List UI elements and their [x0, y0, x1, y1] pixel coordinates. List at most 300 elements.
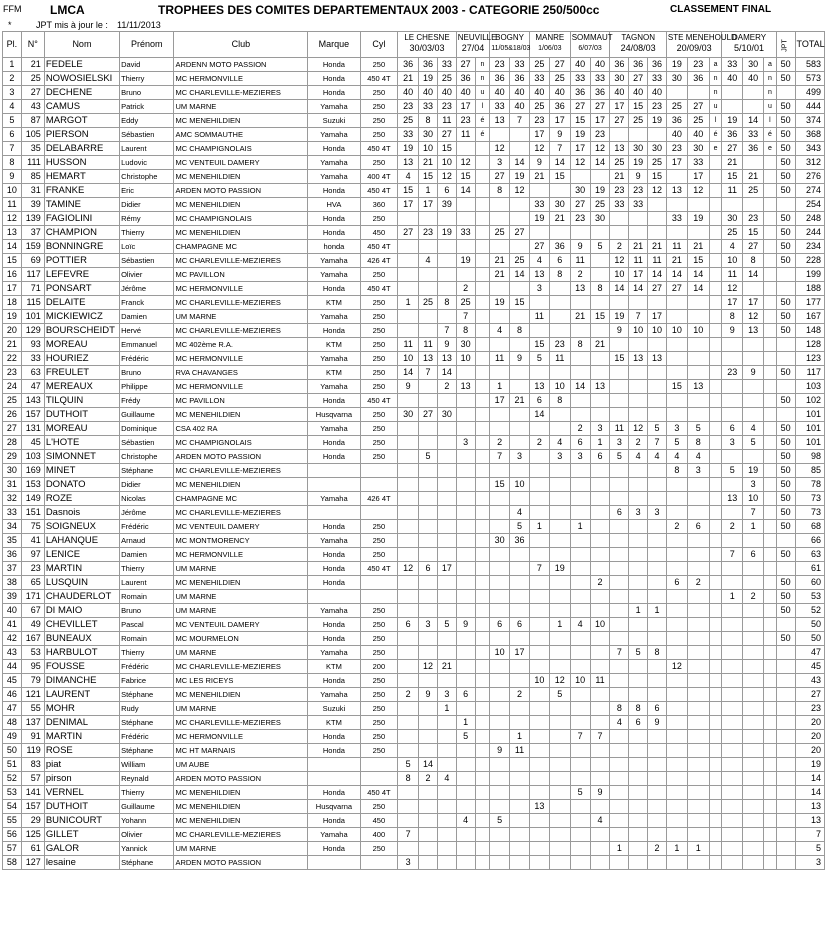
mark-cell — [764, 380, 777, 394]
points-cell — [648, 660, 667, 674]
brand-cell: Honda — [308, 450, 360, 464]
points-cell: 7 — [610, 646, 629, 660]
points-cell — [570, 478, 590, 492]
mark-cell — [764, 688, 777, 702]
points-cell — [666, 310, 687, 324]
points-cell — [490, 240, 510, 254]
points-cell: 1 — [743, 520, 764, 534]
points-cell: 5 — [570, 786, 590, 800]
points-cell — [419, 632, 438, 646]
points-cell — [610, 366, 629, 380]
club-cell: MC MENEHILDIEN — [174, 800, 308, 814]
points-cell: 40 — [590, 58, 610, 72]
points-cell: 21 — [437, 660, 456, 674]
points-cell: 5 — [743, 436, 764, 450]
mark-cell — [475, 674, 490, 688]
jpt-cell — [776, 660, 795, 674]
mark-cell — [475, 590, 490, 604]
lastname-cell: BUNICOURT — [44, 814, 119, 828]
points-cell: 40 — [510, 86, 530, 100]
jpt-cell: 50 — [776, 394, 795, 408]
points-cell: 11 — [456, 128, 475, 142]
points-cell: 21 — [398, 72, 419, 86]
points-cell — [437, 716, 456, 730]
points-cell: 14 — [743, 114, 764, 128]
mark-cell — [709, 842, 722, 856]
points-cell — [722, 86, 743, 100]
lastname-cell: POTTIER — [44, 254, 119, 268]
mark-cell — [764, 548, 777, 562]
points-cell — [419, 674, 438, 688]
cyl-cell: 250 — [360, 324, 398, 338]
points-cell — [648, 534, 667, 548]
points-cell — [456, 548, 475, 562]
brand-cell: Suzuki — [308, 114, 360, 128]
total-cell: 66 — [795, 534, 824, 548]
points-cell — [722, 688, 743, 702]
table-row — [3, 730, 825, 744]
points-cell: 2 — [629, 436, 648, 450]
club-cell: UM MARNE — [174, 310, 308, 324]
points-cell: 27 — [549, 58, 570, 72]
points-cell: 13 — [610, 142, 629, 156]
points-cell — [590, 464, 610, 478]
club-cell: MC PAVILLON — [174, 268, 308, 282]
event-bogny: BOGNY 11/05&18/03 — [490, 32, 530, 58]
firstname-cell: Olivier — [120, 268, 174, 282]
lastname-cell: MOHR — [44, 702, 119, 716]
mark-cell — [475, 716, 490, 730]
points-cell — [687, 394, 709, 408]
number-cell: 167 — [21, 632, 44, 646]
points-cell: 13 — [743, 324, 764, 338]
total-cell: 13 — [795, 800, 824, 814]
lastname-cell: DONATO — [44, 478, 119, 492]
points-cell — [722, 506, 743, 520]
points-cell — [419, 800, 438, 814]
points-cell — [666, 338, 687, 352]
mark-cell — [764, 744, 777, 758]
points-cell — [456, 856, 475, 870]
table-row — [3, 86, 825, 100]
total-cell: 244 — [795, 226, 824, 240]
points-cell: 10 — [687, 324, 709, 338]
points-cell — [687, 688, 709, 702]
points-cell — [510, 856, 530, 870]
points-cell: 21 — [722, 156, 743, 170]
points-cell: 9 — [490, 744, 510, 758]
firstname-cell: Olivier — [120, 828, 174, 842]
cyl-cell: 450 4T — [360, 562, 398, 576]
points-cell — [510, 366, 530, 380]
club-cell: MC MENEHILDIEN — [174, 688, 308, 702]
rank-cell: 22 — [3, 352, 22, 366]
points-cell: 14 — [456, 184, 475, 198]
lastname-cell: SIMONNET — [44, 450, 119, 464]
points-cell — [570, 800, 590, 814]
points-cell: 13 — [419, 352, 438, 366]
points-cell — [570, 366, 590, 380]
firstname-cell: Stéphane — [120, 744, 174, 758]
points-cell — [666, 674, 687, 688]
cyl-cell — [360, 464, 398, 478]
total-cell: 27 — [795, 688, 824, 702]
table-row — [3, 674, 825, 688]
points-cell — [549, 576, 570, 590]
points-cell — [510, 590, 530, 604]
lastname-cell: PONSART — [44, 282, 119, 296]
points-cell: 5 — [510, 520, 530, 534]
points-cell — [722, 338, 743, 352]
points-cell: 30 — [666, 72, 687, 86]
rank-cell: 34 — [3, 520, 22, 534]
total-cell: 61 — [795, 562, 824, 576]
total-cell: 254 — [795, 198, 824, 212]
points-cell: 3 — [570, 450, 590, 464]
points-cell — [610, 380, 629, 394]
points-cell — [590, 800, 610, 814]
points-cell — [590, 716, 610, 730]
points-cell — [610, 212, 629, 226]
points-cell — [419, 422, 438, 436]
points-cell — [629, 814, 648, 828]
mark-cell: l — [764, 114, 777, 128]
points-cell — [398, 254, 419, 268]
points-cell: 2 — [570, 268, 590, 282]
points-cell — [456, 772, 475, 786]
points-cell — [610, 408, 629, 422]
points-cell — [456, 408, 475, 422]
total-cell: 188 — [795, 282, 824, 296]
lastname-cell: CAMUS — [44, 100, 119, 114]
points-cell: 19 — [722, 114, 743, 128]
col-total: TOTAL — [795, 32, 824, 58]
jpt-cell — [776, 408, 795, 422]
points-cell — [437, 576, 456, 590]
points-cell — [722, 800, 743, 814]
lastname-cell: MOREAU — [44, 338, 119, 352]
points-cell — [529, 618, 549, 632]
table-row — [3, 828, 825, 842]
firstname-cell: Stéphane — [120, 856, 174, 870]
points-cell: 2 — [529, 436, 549, 450]
brand-cell: Honda — [308, 212, 360, 226]
points-cell: 27 — [490, 170, 510, 184]
mark-cell — [709, 184, 722, 198]
firstname-cell: Patrick — [120, 100, 174, 114]
number-cell: 85 — [21, 170, 44, 184]
points-cell — [687, 86, 709, 100]
points-cell — [590, 366, 610, 380]
rank-cell: 35 — [3, 534, 22, 548]
club-cell: MC CHARLEVILLE-MEZIERES — [174, 716, 308, 730]
total-cell: 167 — [795, 310, 824, 324]
number-cell: 29 — [21, 814, 44, 828]
table-row — [3, 170, 825, 184]
total-cell: 102 — [795, 394, 824, 408]
points-cell: 17 — [570, 142, 590, 156]
points-cell: 15 — [437, 142, 456, 156]
points-cell: 14 — [510, 156, 530, 170]
points-cell — [590, 562, 610, 576]
points-cell: 23 — [629, 184, 648, 198]
total-cell: 276 — [795, 170, 824, 184]
points-cell: 12 — [743, 310, 764, 324]
points-cell — [722, 632, 743, 646]
points-cell — [490, 702, 510, 716]
firstname-cell: Guillaume — [120, 800, 174, 814]
points-cell — [743, 156, 764, 170]
points-cell — [610, 464, 629, 478]
points-cell — [549, 730, 570, 744]
mark-cell: é — [764, 128, 777, 142]
points-cell — [743, 198, 764, 212]
brand-cell — [308, 772, 360, 786]
total-cell: 177 — [795, 296, 824, 310]
points-cell — [529, 296, 549, 310]
points-cell: 30 — [456, 338, 475, 352]
jpt-cell — [776, 744, 795, 758]
points-cell — [510, 842, 530, 856]
total-cell: 123 — [795, 352, 824, 366]
points-cell — [610, 856, 629, 870]
firstname-cell: Christophe — [120, 450, 174, 464]
cyl-cell: 250 — [360, 730, 398, 744]
mark-cell — [475, 856, 490, 870]
points-cell: 40 — [529, 86, 549, 100]
firstname-cell: Frédéric — [120, 730, 174, 744]
jpt-cell: 50 — [776, 170, 795, 184]
jpt-cell — [776, 380, 795, 394]
points-cell — [510, 576, 530, 590]
points-cell: 33 — [437, 58, 456, 72]
points-cell: 8 — [743, 254, 764, 268]
points-cell — [529, 548, 549, 562]
cyl-cell: 250 — [360, 618, 398, 632]
mark-cell — [475, 198, 490, 212]
mark-cell — [709, 464, 722, 478]
jpt-cell: 50 — [776, 254, 795, 268]
points-cell: 13 — [590, 380, 610, 394]
points-cell — [549, 478, 570, 492]
cyl-cell: 250 — [360, 114, 398, 128]
firstname-cell: Frédy — [120, 394, 174, 408]
table-row — [3, 226, 825, 240]
points-cell: 10 — [549, 380, 570, 394]
points-cell — [456, 744, 475, 758]
mark-cell — [764, 618, 777, 632]
points-cell — [666, 548, 687, 562]
points-cell: 27 — [437, 128, 456, 142]
points-cell — [456, 534, 475, 548]
points-cell — [437, 786, 456, 800]
points-cell — [629, 688, 648, 702]
rank-cell: 50 — [3, 744, 22, 758]
club-cell: MC MOURMELON — [174, 632, 308, 646]
points-cell — [570, 576, 590, 590]
update-label: JPT mis à jour le : — [36, 20, 108, 30]
jpt-cell — [776, 772, 795, 786]
points-cell: 19 — [648, 114, 667, 128]
points-cell: 25 — [456, 296, 475, 310]
points-cell: 27 — [456, 58, 475, 72]
points-cell — [419, 604, 438, 618]
points-cell: 36 — [490, 72, 510, 86]
mark-cell — [764, 562, 777, 576]
lastname-cell: BOURSCHEIDT — [44, 324, 119, 338]
points-cell: 12 — [437, 170, 456, 184]
points-cell — [398, 212, 419, 226]
points-cell — [743, 646, 764, 660]
rank-cell: 44 — [3, 660, 22, 674]
points-cell — [510, 408, 530, 422]
points-cell — [590, 646, 610, 660]
mark-cell — [709, 786, 722, 800]
points-cell — [743, 394, 764, 408]
points-cell: 15 — [549, 170, 570, 184]
number-cell: 67 — [21, 604, 44, 618]
table-row — [3, 520, 825, 534]
number-cell: 115 — [21, 296, 44, 310]
points-cell: 17 — [490, 394, 510, 408]
col-pl: Pl. — [3, 32, 22, 58]
points-cell: 14 — [666, 268, 687, 282]
points-cell — [549, 534, 570, 548]
points-cell — [648, 226, 667, 240]
points-cell: 6 — [398, 618, 419, 632]
mark-cell — [764, 576, 777, 590]
cyl-cell: 450 4T — [360, 72, 398, 86]
points-cell — [743, 576, 764, 590]
points-cell: 33 — [590, 72, 610, 86]
lastname-cell: FOUSSE — [44, 660, 119, 674]
rank-cell: 9 — [3, 170, 22, 184]
firstname-cell: Sébastien — [120, 254, 174, 268]
mark-cell — [764, 450, 777, 464]
points-cell — [666, 590, 687, 604]
mark-cell — [475, 450, 490, 464]
points-cell — [510, 338, 530, 352]
points-cell — [743, 450, 764, 464]
points-cell — [687, 338, 709, 352]
mark-cell: n — [475, 72, 490, 86]
points-cell — [687, 478, 709, 492]
points-cell — [419, 702, 438, 716]
table-row — [3, 772, 825, 786]
mark-cell — [709, 492, 722, 506]
points-cell — [490, 408, 510, 422]
mark-cell: n — [709, 72, 722, 86]
rank-cell: 21 — [3, 338, 22, 352]
rank-cell: 1 — [3, 58, 22, 72]
points-cell: 33 — [490, 100, 510, 114]
points-cell — [398, 800, 419, 814]
mark-cell — [764, 338, 777, 352]
brand-cell: Suzuki — [308, 702, 360, 716]
points-cell: 15 — [419, 170, 438, 184]
cyl-cell: 250 — [360, 436, 398, 450]
brand-cell: Honda — [308, 618, 360, 632]
points-cell: 14 — [570, 380, 590, 394]
jpt-cell — [776, 198, 795, 212]
points-cell: 6 — [722, 422, 743, 436]
points-cell: 19 — [398, 142, 419, 156]
points-cell: 5 — [419, 450, 438, 464]
points-cell — [398, 436, 419, 450]
points-cell — [549, 800, 570, 814]
points-cell — [610, 562, 629, 576]
points-cell: 19 — [456, 254, 475, 268]
jpt-cell — [776, 856, 795, 870]
points-cell — [529, 534, 549, 548]
firstname-cell: Pascal — [120, 618, 174, 632]
points-cell — [529, 492, 549, 506]
points-cell: 10 — [743, 492, 764, 506]
mark-cell — [709, 590, 722, 604]
lastname-cell: CHEVILLET — [44, 618, 119, 632]
points-cell: 10 — [570, 674, 590, 688]
number-cell: 61 — [21, 842, 44, 856]
points-cell — [743, 352, 764, 366]
points-cell — [549, 758, 570, 772]
cyl-cell — [360, 856, 398, 870]
points-cell — [648, 618, 667, 632]
points-cell — [610, 758, 629, 772]
total-cell: 148 — [795, 324, 824, 338]
brand-cell: Husqvarna — [308, 408, 360, 422]
points-cell: 10 — [490, 646, 510, 660]
rank-cell: 39 — [3, 590, 22, 604]
points-cell — [629, 772, 648, 786]
total-cell: 199 — [795, 268, 824, 282]
points-cell — [610, 772, 629, 786]
points-cell — [437, 646, 456, 660]
points-cell — [529, 646, 549, 660]
total-cell: 5 — [795, 842, 824, 856]
points-cell: 7 — [743, 506, 764, 520]
points-cell: 2 — [610, 240, 629, 254]
points-cell — [722, 100, 743, 114]
points-cell — [456, 702, 475, 716]
mark-cell — [475, 534, 490, 548]
mark-cell — [475, 618, 490, 632]
number-cell: 83 — [21, 758, 44, 772]
firstname-cell: Christophe — [120, 170, 174, 184]
points-cell — [419, 534, 438, 548]
points-cell: 5 — [610, 450, 629, 464]
points-cell — [648, 128, 667, 142]
mark-cell — [764, 282, 777, 296]
club-cell: MC HERMONVILLE — [174, 282, 308, 296]
points-cell: 25 — [629, 114, 648, 128]
points-cell — [529, 184, 549, 198]
brand-cell: KTM — [308, 716, 360, 730]
points-cell — [456, 142, 475, 156]
points-cell: 12 — [629, 422, 648, 436]
brand-cell — [308, 590, 360, 604]
total-cell: 248 — [795, 212, 824, 226]
points-cell — [666, 86, 687, 100]
points-cell — [743, 744, 764, 758]
points-cell — [549, 590, 570, 604]
firstname-cell: Frédéric — [120, 660, 174, 674]
jpt-cell: 50 — [776, 212, 795, 226]
points-cell — [687, 226, 709, 240]
points-cell: 14 — [398, 366, 419, 380]
points-cell — [743, 730, 764, 744]
jpt-cell: 50 — [776, 184, 795, 198]
points-cell — [648, 786, 667, 800]
